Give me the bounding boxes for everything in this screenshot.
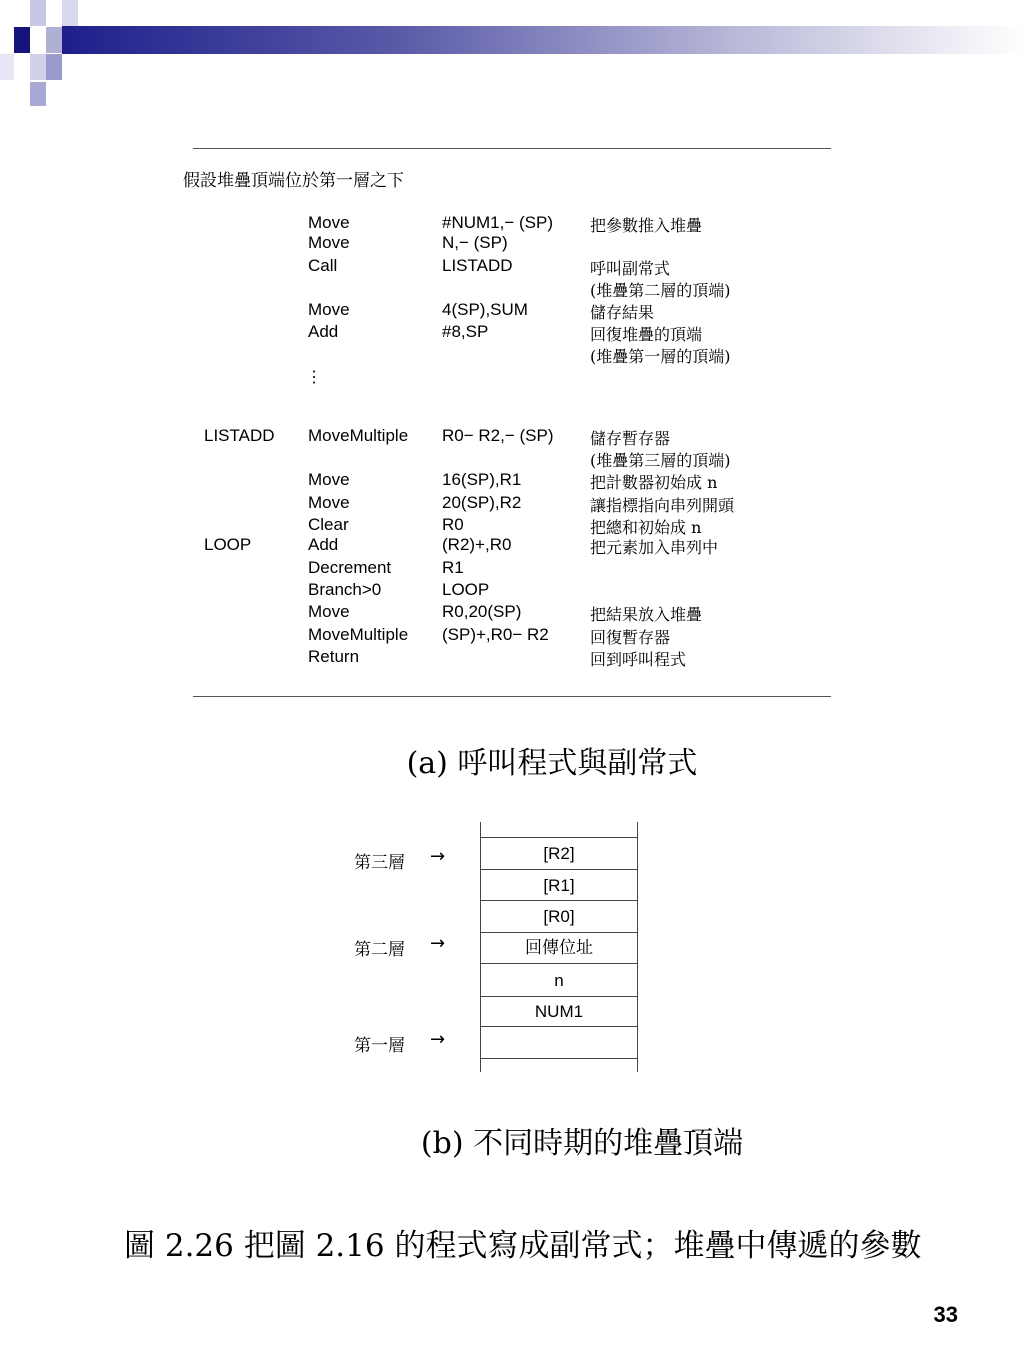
code-arg: #NUM1,− (SP)	[442, 213, 553, 232]
code-arg: 20(SP),R2	[442, 493, 522, 512]
code-comment: 把計數器初始成 n	[590, 473, 718, 492]
caption-b: (b) 不同時期的堆疊頂端	[420, 1126, 744, 1161]
top-rule	[193, 148, 831, 149]
code-op: Move	[308, 470, 350, 489]
code-comment: 儲存暫存器	[590, 429, 671, 448]
code-op: Move	[308, 213, 350, 232]
code-comment: 儲存結果	[590, 303, 655, 322]
code-arg: (SP)+,R0− R2	[442, 625, 549, 644]
header-square	[30, 0, 46, 26]
code-comment: 回到呼叫程式	[590, 650, 687, 669]
code-comment: 把元素加入串列中	[590, 538, 719, 557]
header-square	[62, 0, 78, 26]
code-comment: 回復暫存器	[590, 628, 671, 647]
code-op: Move	[308, 493, 350, 512]
code-op: Call	[308, 256, 338, 275]
code-arg: LOOP	[442, 580, 490, 599]
stack-cell-bottom	[480, 1058, 638, 1059]
code-comment: (堆疊第一層的頂端)	[590, 347, 731, 366]
code-label: LOOP	[204, 535, 252, 554]
stack-level-label: 第三層	[354, 853, 405, 873]
stack-diagram	[480, 822, 638, 1072]
stack-cell: [R1]	[480, 869, 638, 901]
code-arg: N,− (SP)	[442, 233, 508, 252]
stack-cell: 回傳位址	[480, 932, 638, 964]
code-arg: R1	[442, 558, 464, 577]
code-op: Add	[308, 535, 339, 554]
stack-level-label: 第二層	[354, 940, 405, 960]
code-arg: R0,20(SP)	[442, 602, 522, 621]
code-op: Branch>0	[308, 580, 382, 599]
code-arg: R0	[442, 515, 464, 534]
code-comment: 呼叫副常式	[590, 259, 671, 278]
code-comment: 讓指標指向串列開頭	[590, 496, 735, 515]
header-square	[46, 54, 62, 80]
stack-cell	[480, 1026, 638, 1059]
code-label: LISTADD	[204, 426, 275, 445]
header-square	[0, 54, 14, 80]
header-gradient-bar	[62, 26, 1024, 54]
arrow-right-icon: →	[430, 846, 446, 867]
ellipsis-vertical: ⋮	[306, 369, 322, 386]
code-arg: (R2)+,R0	[442, 535, 512, 554]
code-op: MoveMultiple	[308, 625, 409, 644]
code-comment: 回復堆疊的頂端	[590, 325, 703, 344]
header-square	[14, 27, 30, 53]
stack-cell: n	[480, 963, 638, 997]
code-op: Decrement	[308, 558, 392, 577]
code-op: Add	[308, 322, 339, 341]
stack-level-label: 第一層	[354, 1036, 405, 1056]
code-arg: R0− R2,− (SP)	[442, 426, 554, 445]
code-arg: 16(SP),R1	[442, 470, 522, 489]
code-op: MoveMultiple	[308, 426, 409, 445]
caption-a: (a) 呼叫程式與副常式	[406, 746, 698, 781]
code-comment: 把結果放入堆疊	[590, 605, 703, 624]
code-op: Return	[308, 647, 360, 666]
code-comment: (堆疊第二層的頂端)	[590, 281, 731, 300]
page-number: 33	[933, 1302, 958, 1327]
code-comment: 把總和初始成 n	[590, 518, 702, 537]
stack-cell: [R0]	[480, 900, 638, 933]
figure-caption: 圖 2.26 把圖 2.16 的程式寫成副常式；堆疊中傳遞的參數	[124, 1228, 922, 1264]
code-op: Move	[308, 300, 350, 319]
arrow-right-icon: →	[430, 933, 446, 954]
code-op: Move	[308, 602, 350, 621]
header-square	[30, 82, 46, 106]
code-arg: 4(SP),SUM	[442, 300, 528, 319]
code-comment: 把參數推入堆疊	[590, 216, 703, 235]
bottom-rule	[193, 696, 831, 697]
code-arg: #8,SP	[442, 322, 489, 341]
header-square	[30, 54, 46, 80]
code-comment: (堆疊第三層的頂端)	[590, 451, 731, 470]
header-square	[46, 27, 62, 53]
code-op: Clear	[308, 515, 349, 534]
arrow-right-icon: →	[430, 1029, 446, 1050]
code-arg: LISTADD	[442, 256, 513, 275]
stack-cell: NUM1	[480, 996, 638, 1027]
stack-cell: [R2]	[480, 837, 638, 870]
code-op: Move	[308, 233, 350, 252]
assumption-text: 假設堆疊頂端位於第一層之下	[183, 171, 404, 191]
